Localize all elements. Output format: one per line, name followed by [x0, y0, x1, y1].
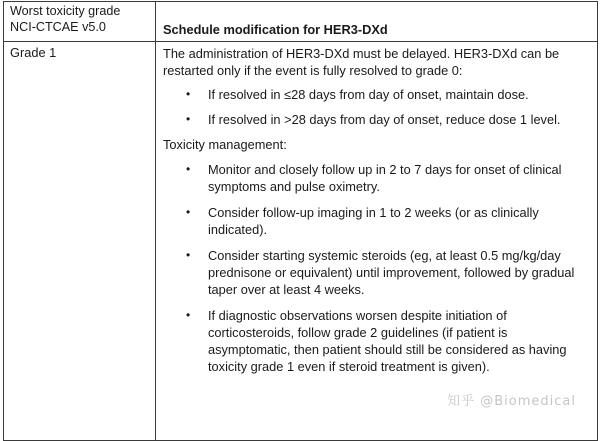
resolution-list — [163, 86, 591, 128]
bullet-icon: • — [186, 205, 191, 219]
bullet-icon: • — [186, 308, 191, 322]
list-item — [163, 111, 591, 128]
list-item-text: If resolved in ≤28 days from day of onset, maintain dose. — [208, 87, 529, 102]
intro-paragraph: The administration of HER3-DXd must be delayed. HER3-DXd can be restarted only if the event is fully resolved to grade 0: — [163, 46, 560, 78]
grade-cell — [4, 42, 156, 441]
bullet-icon: • — [186, 248, 191, 262]
management-list — [163, 161, 591, 375]
list-item-text: Consider follow-up imaging in 1 to 2 weeks (or as clinically indicated). — [208, 205, 539, 237]
grade-label: Grade 1 — [10, 45, 57, 60]
table-header-row — [4, 2, 598, 42]
bullet-icon: • — [186, 162, 191, 176]
list-item — [163, 307, 591, 375]
header-schedule-title: Schedule modification for HER3-DXd — [163, 22, 388, 37]
header-grade-cell — [4, 2, 156, 42]
list-item — [163, 247, 591, 298]
table-row-grade-1 — [4, 42, 598, 441]
list-item — [163, 161, 591, 195]
header-schedule-cell — [156, 2, 598, 42]
list-item-text: Monitor and closely follow up in 2 to 7 days for onset of clinical symptoms and pulse oximetry. — [208, 162, 562, 194]
list-item-text: Consider starting systemic steroids (eg, at least 0.5 mg/kg/day prednisone or equivalent) until improvement, followed by gradual taper over at least 4 weeks. — [208, 248, 575, 297]
header-grade-line2: NCI-CTCAE v5.0 — [10, 19, 106, 34]
list-item — [163, 204, 591, 238]
bullet-icon: • — [186, 112, 191, 126]
management-heading: Toxicity management: — [163, 137, 287, 152]
header-grade-line1: Worst toxicity grade — [10, 4, 121, 18]
list-item-text: If diagnostic observations worsen despite initiation of corticosteroids, follow grade 2 guidelines (if patient is asymptomatic, then patient should still be considered as having toxicity grade 1 even if steroid treatment is given). — [208, 308, 567, 374]
schedule-content-cell — [156, 42, 598, 441]
bullet-icon: • — [186, 87, 191, 101]
list-item-text: If resolved in >28 days from day of onset, reduce dose 1 level. — [208, 112, 561, 127]
toxicity-schedule-table — [3, 1, 598, 441]
watermark: 知乎 @Biomedical — [447, 394, 576, 409]
list-item — [163, 86, 591, 103]
